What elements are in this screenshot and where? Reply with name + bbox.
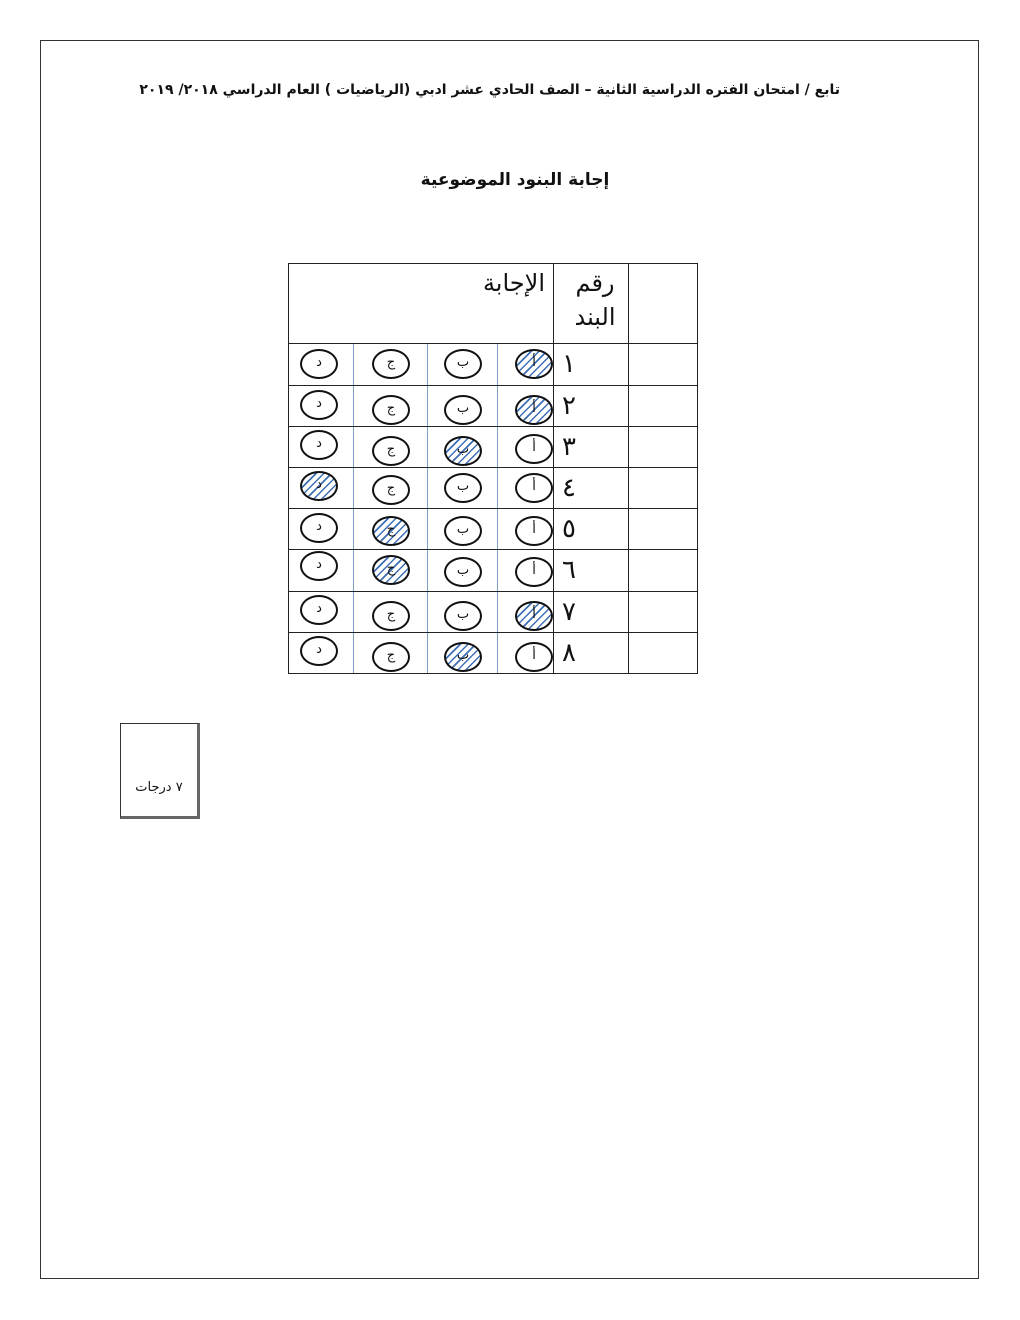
choice-separator [427, 427, 428, 467]
choice-separator [353, 344, 354, 384]
choice-separator [427, 633, 428, 673]
section-title: إجابة البنود الموضوعية [420, 170, 610, 190]
answer-bubble[interactable] [515, 516, 553, 546]
table-header-row [289, 264, 698, 344]
choices-cell [289, 467, 554, 508]
grade-label: ٧ درجات [135, 780, 183, 795]
item-number-column-header: رقم البند [554, 264, 629, 344]
choice-letter: ج [386, 441, 396, 457]
choice-letter: ج [386, 522, 396, 538]
empty-cell [629, 509, 698, 550]
item-number: ٤ [554, 467, 629, 508]
answer-bubble[interactable] [444, 349, 482, 379]
choice-letter: د [316, 557, 322, 573]
choices-cell [289, 509, 554, 550]
choice-letter: د [316, 476, 322, 492]
answer-bubble[interactable] [372, 349, 410, 379]
answer-bubble[interactable] [300, 430, 338, 460]
answer-bubble[interactable] [372, 395, 410, 425]
choice-separator [353, 386, 354, 426]
choice-letter: أ [532, 478, 536, 494]
empty-cell [629, 591, 698, 632]
empty-cell [629, 467, 698, 508]
choice-letter: ب [456, 355, 470, 371]
choice-letter: أ [532, 606, 536, 622]
choice-letter: د [316, 395, 322, 411]
choice-separator [497, 344, 498, 384]
item-number: ٧ [554, 591, 629, 632]
choice-separator [427, 386, 428, 426]
exam-header: تابع / امتحان الفتره الدراسية الثانية – الصف الحادي عشر ادبي (الرياضيات ) العام الدراسي ٢٠١٨/ ٢٠١٩ [139, 82, 840, 98]
answer-bubble-selected[interactable] [515, 601, 553, 631]
table-row [289, 550, 698, 591]
item-number: ٥ [554, 509, 629, 550]
choice-letter: ب [456, 522, 470, 538]
choice-letter: د [316, 435, 322, 451]
choice-letter: ب [456, 441, 470, 457]
choice-separator [497, 550, 498, 590]
choice-letter: أ [532, 647, 536, 663]
table-row [289, 385, 698, 426]
answer-bubble-selected[interactable] [515, 395, 553, 425]
choice-letter: د [316, 355, 322, 371]
answer-bubble[interactable] [300, 349, 338, 379]
empty-cell [629, 385, 698, 426]
choice-separator [353, 427, 354, 467]
choice-letter: ب [456, 400, 470, 416]
choice-letter: ج [386, 400, 396, 416]
table-row [289, 591, 698, 632]
choice-letter: أ [532, 400, 536, 416]
table-row [289, 632, 698, 673]
answer-bubble-selected[interactable] [372, 516, 410, 546]
table-row [289, 344, 698, 385]
choice-letter: أ [532, 563, 536, 579]
answer-bubble-selected[interactable] [444, 436, 482, 466]
empty-cell [629, 344, 698, 385]
answer-bubble-selected[interactable] [515, 349, 553, 379]
empty-cell [629, 632, 698, 673]
answer-column-header: الإجابة [289, 264, 554, 344]
choices-cell [289, 632, 554, 673]
choice-separator [427, 468, 428, 508]
choice-separator [353, 550, 354, 590]
choice-separator [497, 427, 498, 467]
item-number: ٦ [554, 550, 629, 591]
empty-header-cell [629, 264, 698, 344]
answer-bubble-selected[interactable] [372, 555, 410, 585]
answer-bubble[interactable] [515, 642, 553, 672]
answer-bubble[interactable] [300, 551, 338, 581]
table-row [289, 509, 698, 550]
choices-cell [289, 550, 554, 591]
choice-separator [353, 633, 354, 673]
answer-bubble[interactable] [372, 642, 410, 672]
choice-letter: ج [386, 480, 396, 496]
choice-separator [497, 592, 498, 632]
choice-separator [427, 550, 428, 590]
answer-bubble[interactable] [444, 395, 482, 425]
choice-separator [427, 509, 428, 549]
answer-bubble[interactable] [300, 595, 338, 625]
choice-letter: ب [456, 647, 470, 663]
choice-letter: أ [532, 522, 536, 538]
choice-letter: ج [386, 355, 396, 371]
answer-bubble[interactable] [372, 475, 410, 505]
choice-letter: ج [386, 647, 396, 663]
choice-separator [353, 509, 354, 549]
empty-cell [629, 426, 698, 467]
choice-letter: أ [532, 355, 536, 371]
choices-cell [289, 385, 554, 426]
table-row [289, 426, 698, 467]
table-row [289, 467, 698, 508]
empty-cell [629, 550, 698, 591]
choice-letter: ب [456, 563, 470, 579]
answer-table [288, 263, 698, 674]
choice-letter: أ [532, 439, 536, 455]
item-number: ٢ [554, 385, 629, 426]
item-number: ٣ [554, 426, 629, 467]
choice-letter: د [316, 519, 322, 535]
choice-separator [497, 509, 498, 549]
answer-bubble-selected[interactable] [444, 642, 482, 672]
choice-separator [353, 468, 354, 508]
answer-bubble[interactable] [515, 434, 553, 464]
choice-separator [497, 386, 498, 426]
choice-separator [497, 468, 498, 508]
choice-letter: د [316, 600, 322, 616]
choice-separator [353, 592, 354, 632]
choice-letter: ب [456, 478, 470, 494]
grade-box [120, 723, 200, 819]
choices-cell [289, 344, 554, 385]
choice-letter: ج [386, 606, 396, 622]
choices-cell [289, 426, 554, 467]
item-number: ٨ [554, 632, 629, 673]
choice-separator [497, 633, 498, 673]
answer-bubble[interactable] [515, 473, 553, 503]
answer-bubble[interactable] [515, 557, 553, 587]
answer-bubble[interactable] [300, 636, 338, 666]
choice-separator [427, 344, 428, 384]
answer-bubble[interactable] [444, 557, 482, 587]
answer-bubble[interactable] [444, 473, 482, 503]
answer-bubble[interactable] [372, 436, 410, 466]
choice-letter: ب [456, 606, 470, 622]
item-number: ١ [554, 344, 629, 385]
choice-letter: د [316, 641, 322, 657]
answer-bubble-selected[interactable] [300, 471, 338, 501]
choices-cell [289, 591, 554, 632]
answer-bubble[interactable] [300, 513, 338, 543]
answer-bubble[interactable] [444, 601, 482, 631]
answer-bubble[interactable] [300, 390, 338, 420]
answer-bubble[interactable] [372, 601, 410, 631]
choice-separator [427, 592, 428, 632]
answer-bubble[interactable] [444, 516, 482, 546]
choice-letter: ج [386, 561, 396, 577]
